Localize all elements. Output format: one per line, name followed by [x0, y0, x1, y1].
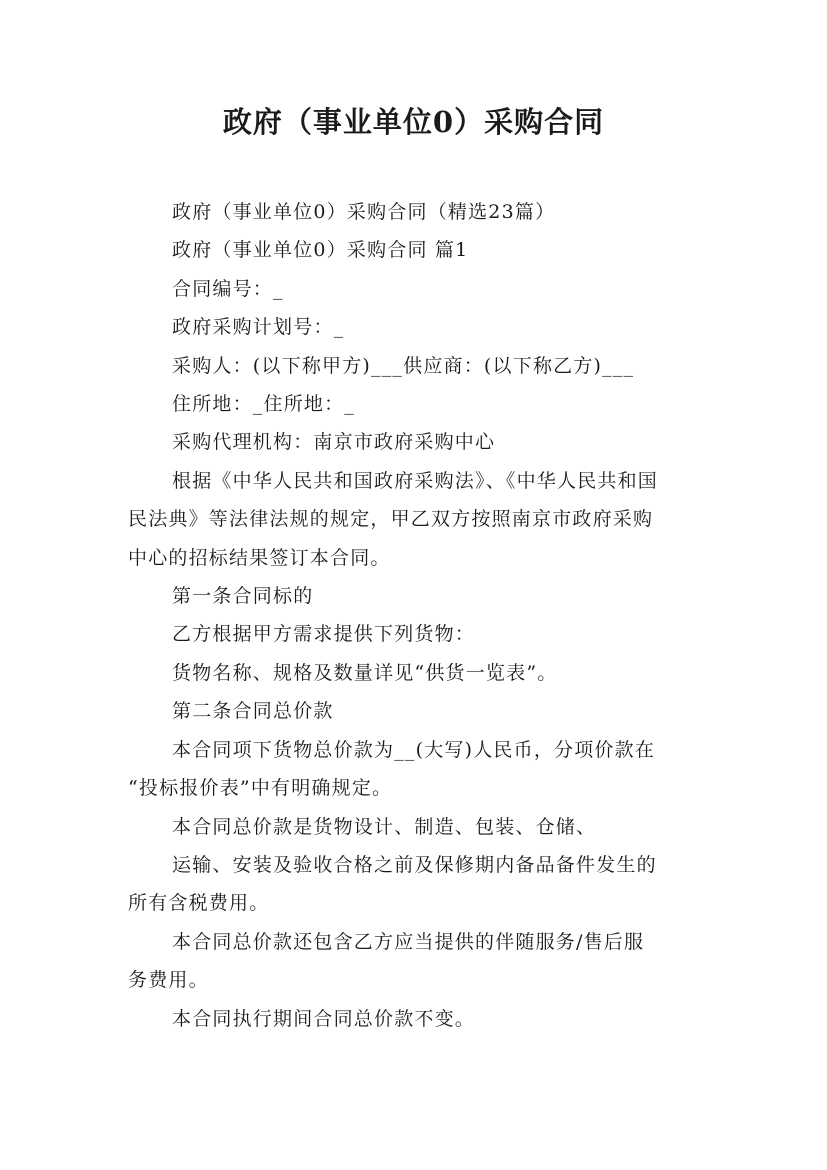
- paragraph-line: 根据《中华人民共和国政府采购法》、《中华人民共和国: [172, 469, 659, 492]
- paragraph-line: 乙方根据甲方需求提供下列货物：: [172, 623, 476, 646]
- paragraph-line: 第一条合同标的: [172, 585, 314, 608]
- paragraph-line: 货物名称、规格及数量详见“供货一览表”。: [172, 661, 558, 684]
- paragraph-line: 运输、安装及验收合格之前及保修期内备品备件发生的: [172, 853, 657, 876]
- paragraph-line: 务费用。: [128, 969, 209, 992]
- paragraph-line: 民法典》等法律法规的规定，甲乙双方按照南京市政府采购: [128, 508, 654, 531]
- paragraph-line: 本合同执行期间合同总价款不变。: [172, 1007, 476, 1030]
- paragraph-line: “投标报价表”中有明确规定。: [128, 777, 393, 800]
- document-body: [128, 193, 708, 1038]
- paragraph-line: 中心的招标结果签订本合同。: [128, 546, 391, 569]
- paragraph-line: 政府（事业单位0）采购合同 篇1: [172, 239, 469, 262]
- paragraph-line: 所有含税费用。: [128, 892, 270, 915]
- paragraph-line: 政府（事业单位0）采购合同（精选23篇）: [172, 201, 556, 223]
- paragraph-line: 合同编号：_: [172, 277, 284, 300]
- paragraph-line: 采购人：(以下称甲方)___供应商：(以下称乙方)___: [172, 354, 635, 377]
- paragraph-line: 采购代理机构：南京市政府采购中心: [172, 431, 496, 454]
- paragraph-line: 本合同总价款是货物设计、制造、包装、仓储、: [172, 815, 597, 838]
- paragraph-line: 住所地：_住所地：_: [172, 393, 356, 416]
- paragraph-line: 政府采购计划号：_: [172, 316, 345, 339]
- document-title: 政府（事业单位0）采购合同: [222, 105, 605, 139]
- paragraph-line: 本合同总价款还包含乙方应当提供的伴随服务/售后服: [172, 930, 645, 953]
- paragraph-line: 第二条合同总价款: [172, 700, 334, 723]
- paragraph-line: 本合同项下货物总价款为__(大写)人民币，分项价款在: [172, 738, 656, 761]
